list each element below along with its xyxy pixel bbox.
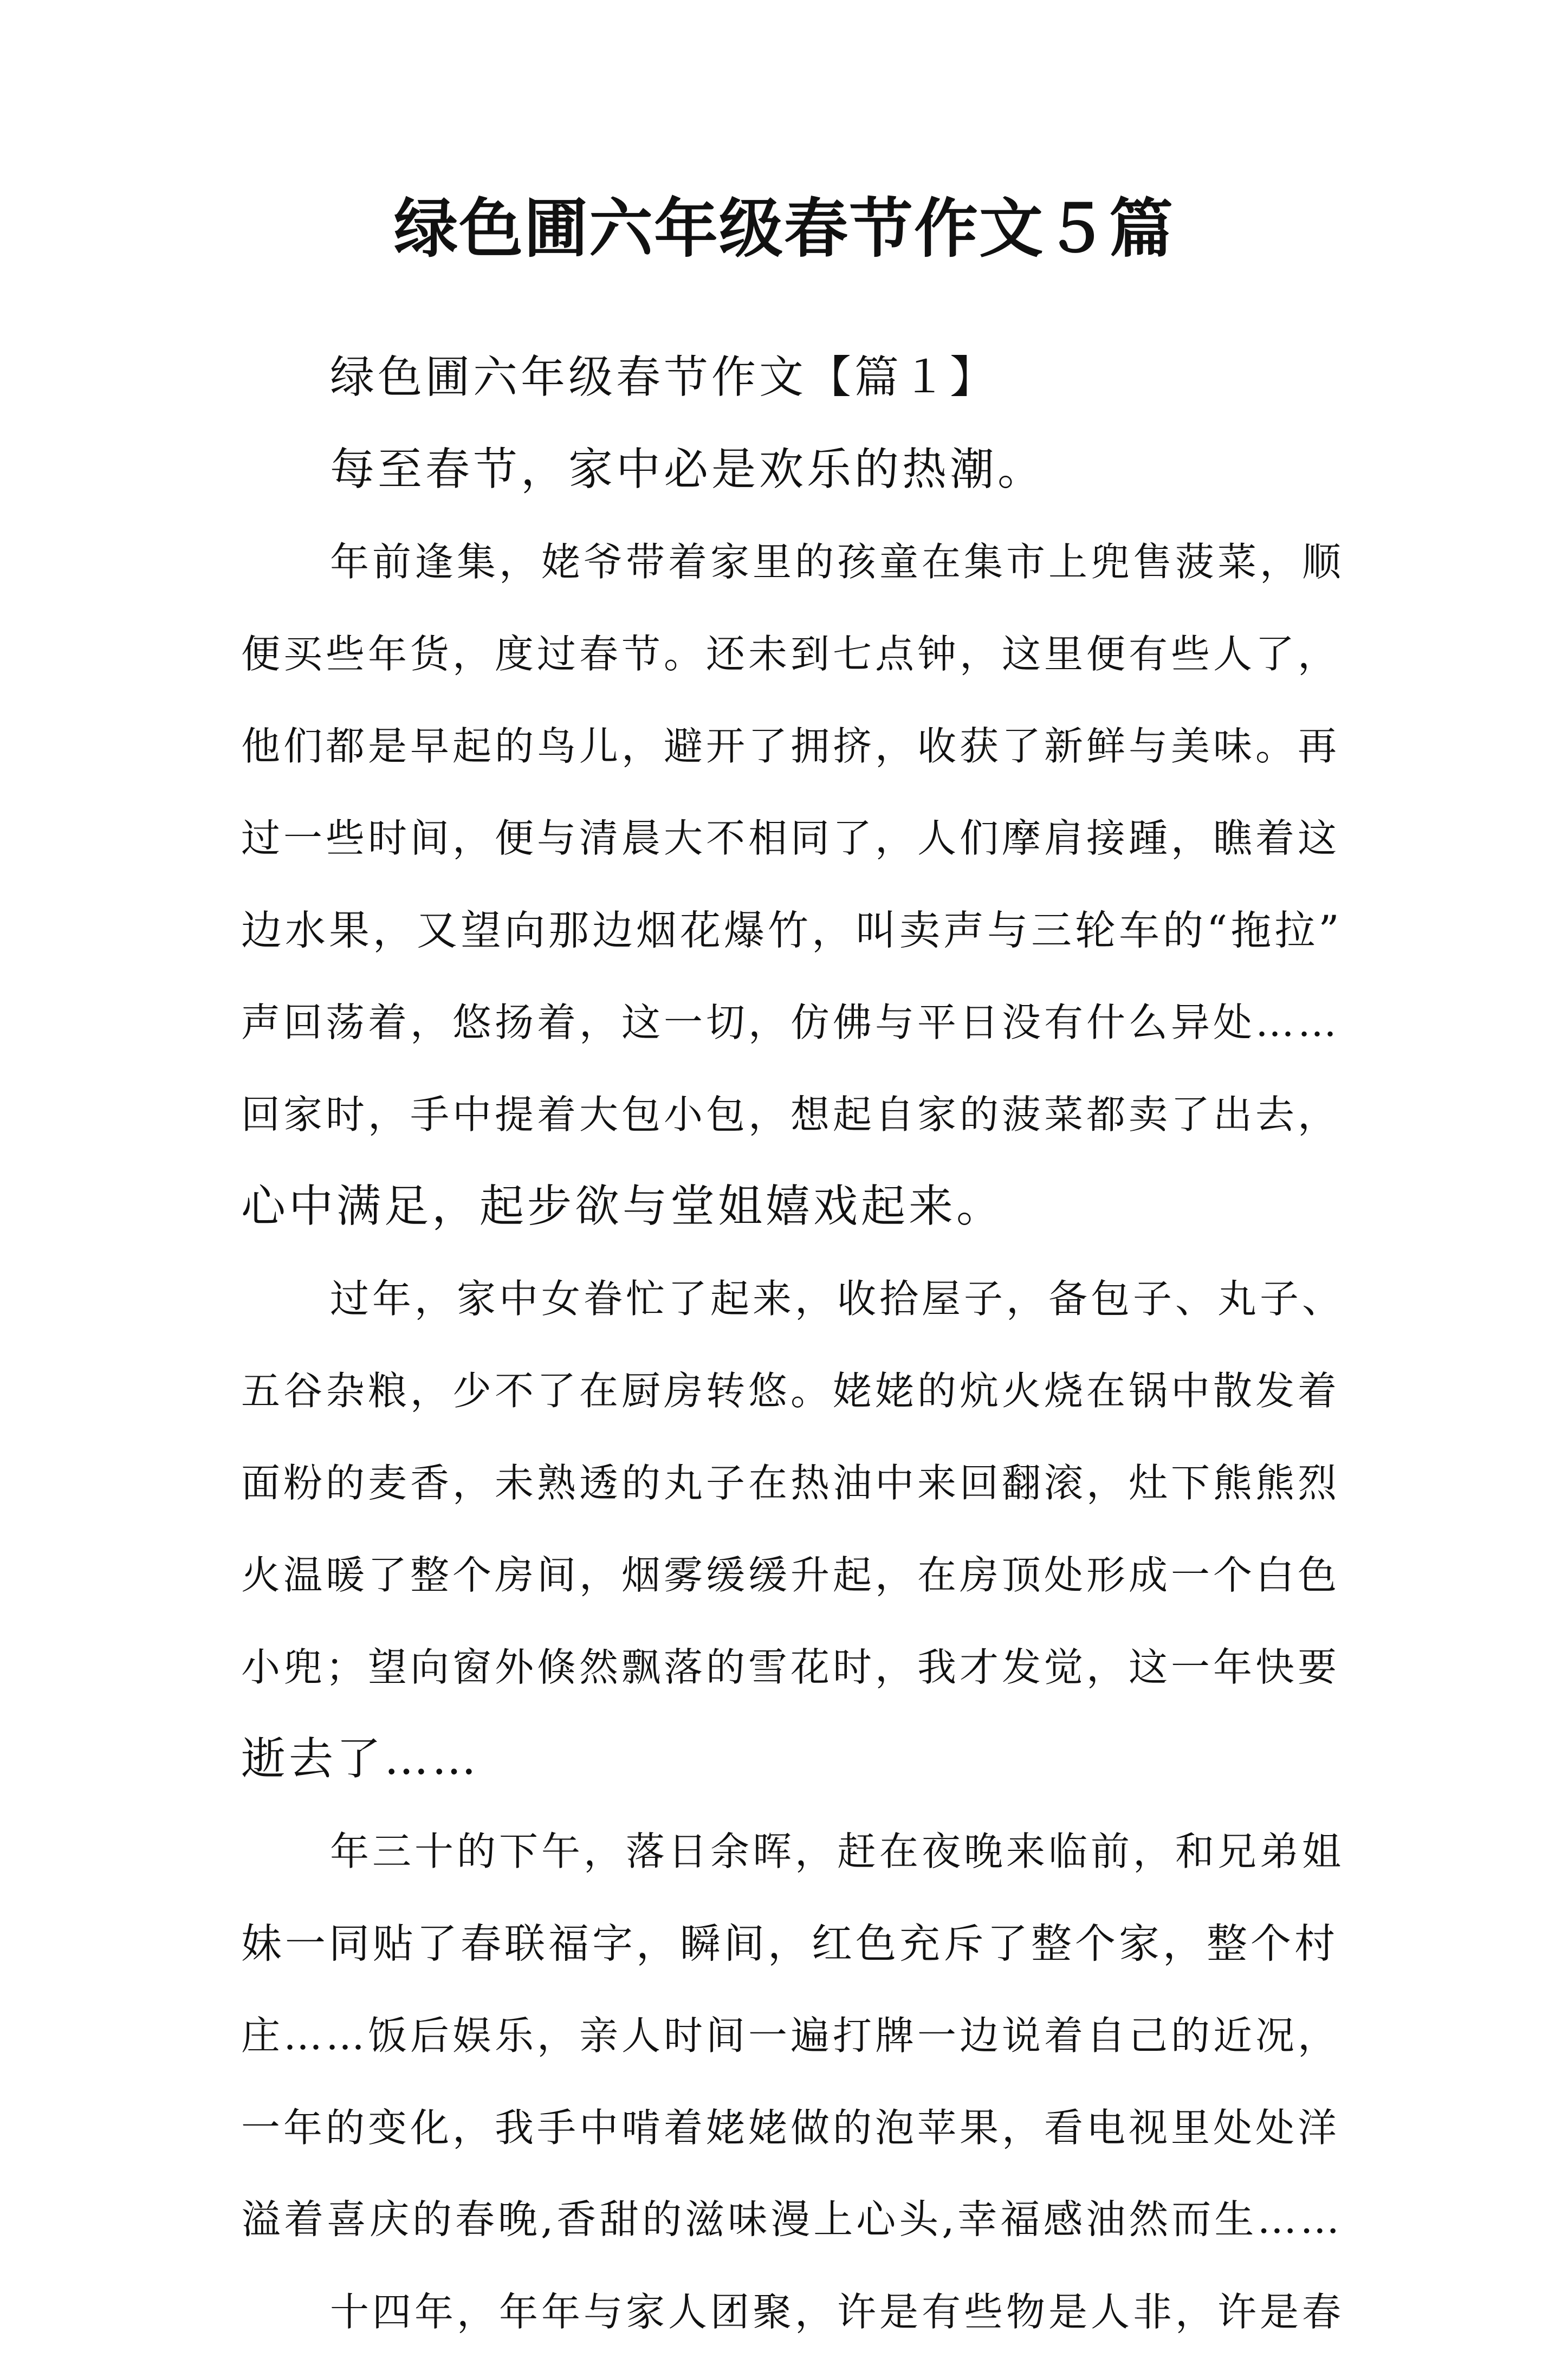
text-line: 每至春节，家中必是欢乐的热潮。	[330, 444, 1046, 495]
document-title: 绿色圃六年级春节作文５篇	[393, 191, 1174, 266]
document-body	[241, 332, 1350, 2358]
text-line: 十四年，年年与家人团聚，许是有些物是人非，许是春	[330, 2289, 1345, 2335]
text-line: 庄……饭后娱乐，亲人时间一遍打牌一边说着自己的近况，	[241, 2013, 1340, 2058]
text-line: 声回荡着，悠扬着，这一切，仿佛与平日没有什么异处……	[241, 1000, 1340, 1045]
text-line: 心中满足，起步欲与堂姐嬉戏起来。	[241, 1181, 1005, 1232]
text-line: 过年，家中女眷忙了起来，收拾屋子，备包子、丸子、	[330, 1276, 1345, 1321]
text-line: 面粉的麦香，未熟透的丸子在热油中来回翻滚，灶下熊熊烈	[241, 1460, 1340, 1506]
text-line: 年前逢集，姥爷带着家里的孩童在集市上兜售菠菜，顺	[330, 539, 1345, 585]
text-line: 绿色圃六年级春节作文【篇１】	[330, 352, 998, 403]
text-line: 火温暖了整个房间，烟雾缓缓升起，在房顶处形成一个白色	[241, 1552, 1340, 1598]
text-line: 过一些时间，便与清晨大不相同了，人们摩肩接踵，瞧着这	[241, 815, 1340, 861]
text-line: 边水果，又望向那边烟花爆竹，叫卖声与三轮车的“拖拉”	[241, 906, 1343, 954]
text-line: 溢着喜庆的春晚,香甜的滋味漫上心头,幸福感油然而生……	[241, 2197, 1343, 2243]
text-line: 逝去了……	[241, 1733, 480, 1785]
text-line: 小兜；望向窗外倏然飘落的雪花时，我才发觉，这一年快要	[241, 1644, 1340, 1690]
text-line: 便买些年货，度过春节。还未到七点钟，这里便有些人了，	[241, 631, 1340, 677]
text-line: 年三十的下午，落日余晖，赶在夜晚来临前，和兄弟姐	[330, 1829, 1345, 1874]
text-line: 五谷杂粮，少不了在厨房转悠。姥姥的炕火烧在锅中散发着	[241, 1368, 1340, 1414]
text-line: 一年的变化，我手中啃着姥姥做的泡苹果，看电视里处处洋	[241, 2105, 1340, 2150]
text-line: 回家时，手中提着大包小包，想起自家的菠菜都卖了出去，	[241, 1092, 1340, 1137]
text-line: 妹一同贴了春联福字，瞬间，红色充斥了整个家，整个村	[241, 1920, 1339, 1967]
text-line: 他们都是早起的鸟儿，避开了拥挤，收获了新鲜与美味。再	[241, 723, 1340, 769]
